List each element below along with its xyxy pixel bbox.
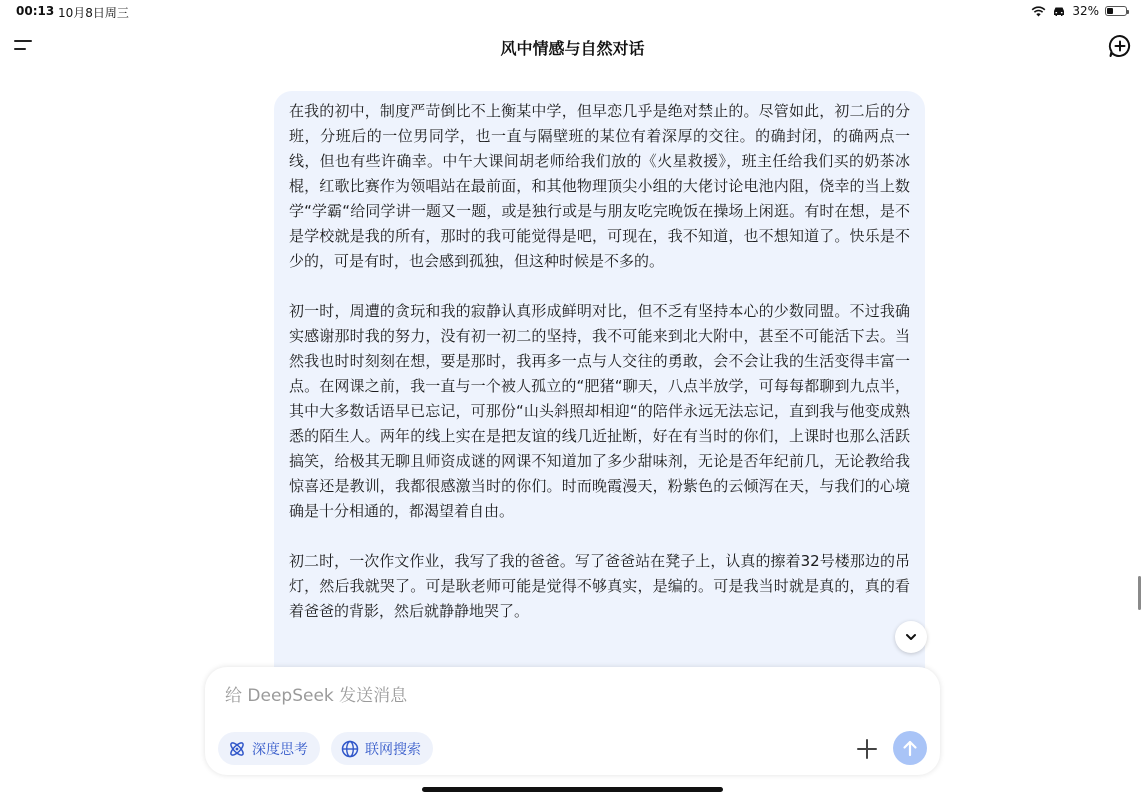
- web-search-button[interactable]: [331, 732, 433, 765]
- status-time: 00:13: [16, 4, 55, 18]
- message-paragraph: 在我的初中，制度严苛倒比不上衡某中学，但早恋几乎是绝对禁止的。尽管如此，初二后的分班，分班后的一位男同学，也一直与隔壁班的某位有着深厚的交往。的确封闭，的确两点一线，但也有些许确幸。中午大课间胡老师给我们放的《火星救援》，班主任给我们买的奶茶冰棍，红歌比赛作为领唱站在最前面，和其他物理顶尖小组的大佬讨论电池内阻，侥幸的当上数学“学霸“给同学讲一题又一题，或是独行或是与朋友吃完晚饭在操场上闲逛。有时在想，是不是学校就是我的所有，那时的我可能觉得是吧，可现在，我不知道，也不想知道了。快乐是不少的，可是有时，也会感到孤独，但这种时候是不多的。: [289, 102, 910, 270]
- message-paragraph: 初二时，一次作文作业，我写了我的爸爸。写了爸爸站在凳子上，认真的擦着32号楼那边的吊灯，然后我就哭了。可是耿老师可能是觉得不够真实，是编的。可是我当时就是真的，真的看着爸爸的背影，然后就静静地哭了。: [289, 552, 910, 620]
- header: [0, 24, 1145, 68]
- home-indicator[interactable]: [422, 787, 723, 792]
- globe-icon: [341, 740, 359, 758]
- new-chat-button[interactable]: [1107, 33, 1133, 59]
- chat-area[interactable]: [0, 68, 1145, 668]
- scrollbar[interactable]: [1138, 576, 1141, 610]
- chevron-down-icon: [904, 630, 918, 644]
- battery-icon: [1105, 6, 1127, 16]
- battery-percent: 32%: [1072, 4, 1099, 18]
- status-date: 10月8日周三: [58, 6, 129, 20]
- deep-think-button[interactable]: [218, 732, 320, 765]
- status-bar: [0, 0, 1145, 24]
- arrow-up-icon: [902, 739, 918, 757]
- page-title: 风中情感与自然对话: [500, 39, 645, 58]
- new-chat-icon: [1107, 33, 1133, 59]
- web-search-label: 联网搜索: [365, 741, 421, 758]
- message-composer: [205, 667, 940, 775]
- atom-icon: [228, 740, 246, 758]
- user-message-bubble: [274, 91, 925, 668]
- send-button[interactable]: [893, 731, 927, 765]
- message-input[interactable]: [223, 683, 907, 709]
- status-right: [1031, 4, 1127, 18]
- scroll-down-button[interactable]: [895, 621, 927, 653]
- wifi-icon: [1031, 6, 1046, 17]
- plus-icon: [855, 737, 879, 761]
- deep-think-label: 深度思考: [252, 741, 308, 758]
- message-paragraph: 初一时，周遭的贪玩和我的寂静认真形成鲜明对比，但不乏有坚持本心的少数同盟。不过我确实感谢那时我的努力，没有初一初二的坚持，我不可能来到北大附中，甚至不可能活下去。当然我也时时刻刻在想，要是那时，我再多一点与人交往的勇敢，会不会让我的生活变得丰富一点。在网课之前，我一直与一个被人孤立的“肥猪“聊天，八点半放学，可每每都聊到九点半，其中大多数话语早已忘记，可那份“山头斜照却相迎“的陪伴永远无法忘记，直到我与他变成熟悉的陌生人。两年的线上实在是把友谊的线几近扯断，好在有当时的你们，上课时也那么活跃搞笑，给极其无聊且师资成谜的网课不知道加了多少甜味剂，无论是否年纪前几，无论教给我惊喜还是教训，我都很感激当时的你们。时而晚霞漫天，粉紫色的云倾泻在天，与我们的心境确是十分相通的，都渴望着自由。: [289, 302, 910, 520]
- attach-button[interactable]: [855, 737, 879, 761]
- car-icon: [1052, 6, 1066, 17]
